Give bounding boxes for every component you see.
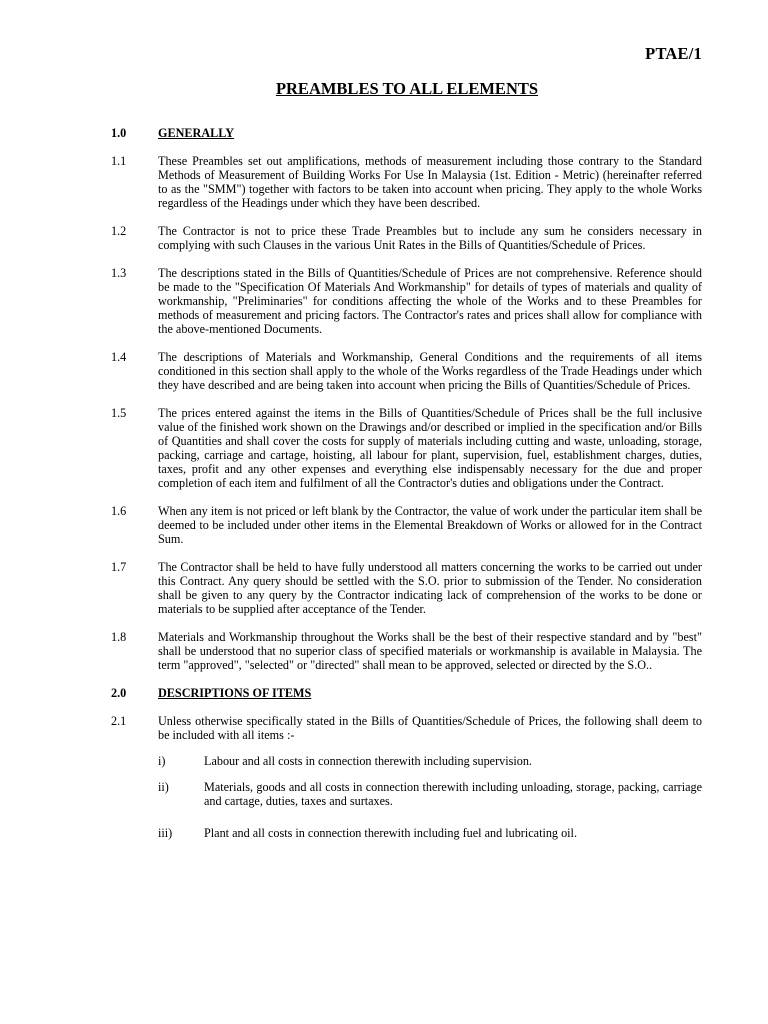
clause-text: The descriptions stated in the Bills of Quantities/Schedule of Prices are not comprehensive. Reference should be made to the "Specification Of Materials And Workmanship" for details of types of materials and quality of workmanship, "Preliminaries" for conditions affecting the whole of the Works and to these Preambles for methods of measurement and pricing factors. The Contractor's rates and prices shall allow for compliance with the above-mentioned Documents. [158,266,702,336]
sub-item [158,780,702,808]
section-number: 1.0 [111,126,127,140]
clause-text: The prices entered against the items in the Bills of Quantities/Schedule of Prices shall be the full inclusive value of the finished work shown on the Drawings and/or described or implied in the specification and/or Bills of Quantities and shall cover the costs for supply of materials including cutting and waste, unloading, storage, packing, carriage and cartage, hoisting, all labour for plant, supervision, fuel, establishment charges, duties, taxes, profit and any other expenses and everything else indispensably necessary for the due and proper completion of each item and fulfilment of all the Contractor's duties and obligations under the Contract. [158,406,702,490]
sub-item [158,826,702,840]
document-reference: PTAE/1 [645,44,702,63]
clause [111,560,702,616]
sub-item-text: Labour and all costs in connection therewith including supervision. [204,754,532,768]
clause [111,266,702,336]
clause-text: Materials and Workmanship throughout the Works shall be the best of their respective standard and by "best" shall be understood that no superior class of specified materials or workmanship is available in Malaysia. The term "approved", "selected" or "directed" shall mean to be approved, selected or directed by the S.O.. [158,630,702,672]
clause-number: 1.4 [111,350,127,364]
clause-number: 1.5 [111,406,127,420]
clause-text: The Contractor is not to price these Trade Preambles but to include any sum he considers necessary in complying with such Clauses in the various Unit Rates in the Bills of Quantities/Schedule of Prices. [158,224,702,252]
clause-number: 1.3 [111,266,127,280]
section-title: GENERALLY [158,126,235,140]
clause [111,406,702,490]
clause [111,630,702,672]
clause [111,504,702,546]
sub-item-number: iii) [158,826,173,840]
sub-item-text: Plant and all costs in connection therewith including fuel and lubricating oil. [204,826,577,840]
clause-number: 1.8 [111,630,127,644]
clause-number: 1.1 [111,154,127,168]
clause [111,350,702,392]
clause-number: 1.6 [111,504,127,518]
clause-number: 2.1 [111,714,127,728]
document-body [111,126,702,840]
sub-item [158,754,702,768]
clause-number: 1.7 [111,560,127,574]
section-heading [111,686,702,700]
clause [111,714,702,742]
clause-number: 1.2 [111,224,127,238]
clause-text: When any item is not priced or left blank by the Contractor, the value of work under the particular item shall be deemed to be included under other items in the Elemental Breakdown of Works or allowed for in the Contract Sum. [158,504,702,546]
clause [111,154,702,210]
sub-item-number: i) [158,754,166,768]
section-heading [111,126,702,140]
clause-text: Unless otherwise specifically stated in the Bills of Quantities/Schedule of Prices, the following shall deem to be included with all items :- [158,714,702,742]
clause-text: These Preambles set out amplifications, methods of measurement including those contrary to the Standard Methods of Measurement of Building Works For Use In Malaysia (1st. Edition - Metric) (hereinafter referred to as the "SMM") together with factors to be taken into account when pricing. They apply to the whole Works regardless of the Headings under which they have been described. [158,154,702,210]
clause-text: The descriptions of Materials and Workmanship, General Conditions and the requirements of all items conditioned in this section shall apply to the whole of the Works regardless of the Trade Headings under which they have described and are being taken into account when pricing the Bills of Quantities/Schedule of Prices. [158,350,702,392]
section-number: 2.0 [111,686,127,700]
document-title: PREAMBLES TO ALL ELEMENTS [275,79,539,98]
clause [111,224,702,252]
clause-text: The Contractor shall be held to have fully understood all matters concerning the works to be carried out under this Contract. Any query should be settled with the S.O. prior to submission of the Tender. No consideration shall be given to any query by the Contractor indicating lack of comprehension of the works to be done or materials to be supplied after acceptance of the Tender. [158,560,702,616]
sub-item-number: ii) [158,780,169,794]
section-title: DESCRIPTIONS OF ITEMS [158,686,312,700]
sub-item-text: Materials, goods and all costs in connection therewith including unloading, storage, packing, carriage and cartage, duties, taxes and surtaxes. [204,780,702,808]
